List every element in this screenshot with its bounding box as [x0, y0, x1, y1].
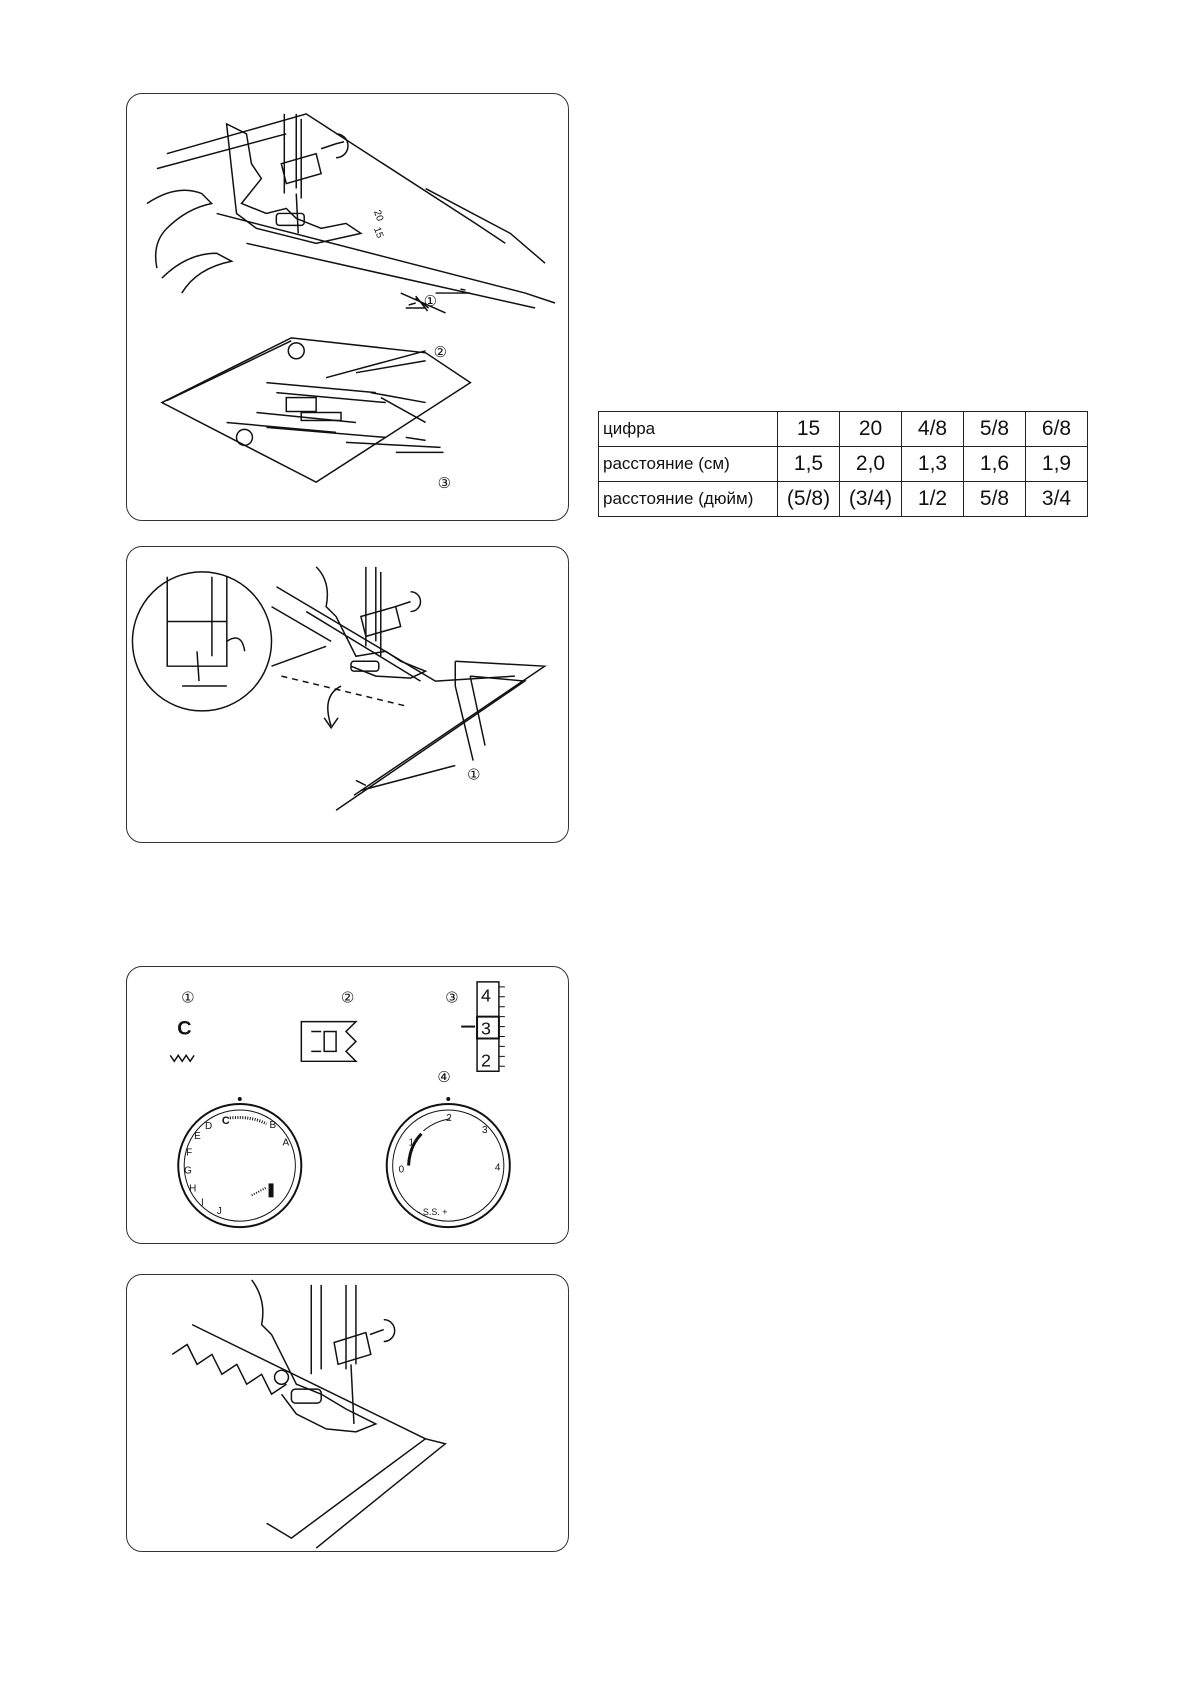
table-cell: 6/8: [1026, 412, 1088, 447]
dial-letter-f: F: [186, 1147, 193, 1159]
panel-corner-turn: [126, 546, 569, 843]
table-cell: 20: [840, 412, 902, 447]
table-row: [599, 482, 1088, 517]
zigzag-stitch-icon: [170, 1055, 194, 1061]
tension-value-2: 2: [481, 1050, 491, 1071]
panel-seam-guide: [126, 93, 569, 521]
callout-3: ③: [445, 988, 459, 1007]
tension-value-4: 4: [481, 985, 491, 1006]
table-cell: 1,6: [964, 447, 1026, 482]
callout-1: ①: [181, 988, 195, 1007]
pattern-letter: C: [177, 1017, 192, 1040]
dial-letter-b: B: [269, 1119, 277, 1131]
table-cell: 1,9: [1026, 447, 1088, 482]
table-row: [599, 412, 1088, 447]
table-cell: 5/8: [964, 482, 1026, 517]
table-cell: 5/8: [964, 412, 1026, 447]
callout-3: ③: [437, 474, 451, 493]
zigzag-sewing-illustration: [127, 1275, 568, 1551]
table-cell: 15: [778, 412, 840, 447]
dial-letter-e: E: [194, 1130, 201, 1142]
table-cell: (5/8): [778, 482, 840, 517]
dial-letter-c: C: [221, 1114, 230, 1127]
dial-number-1: 1: [408, 1137, 415, 1149]
table-cell: 1,5: [778, 447, 840, 482]
panel-zigzag-sewing: [126, 1274, 569, 1552]
callout-2: ②: [433, 342, 447, 361]
row-label: расстояние (см): [599, 447, 778, 482]
seam-guide-table: [598, 411, 1088, 517]
scale-marks: [371, 209, 385, 241]
row-label: расстояние (дюйм): [599, 482, 778, 517]
row-label: цифра: [599, 412, 778, 447]
pattern-dial: [178, 1097, 301, 1227]
dial-letter-a: A: [282, 1137, 290, 1149]
callout-2: ②: [341, 988, 355, 1007]
dial-letter-g: G: [184, 1165, 192, 1177]
tension-dial: [461, 982, 505, 1071]
seam-guide-illustration: [127, 94, 568, 520]
stitch-length-dial: [387, 1097, 510, 1227]
dial-number-4: 4: [494, 1162, 501, 1174]
dial-number-3: 3: [482, 1124, 488, 1136]
dial-number-0: 0: [398, 1164, 405, 1176]
dial-number-2: 2: [446, 1112, 452, 1124]
scale-mark-20: 20: [371, 208, 386, 223]
stitch-settings-illustration: [127, 967, 568, 1243]
presser-foot-icon: [301, 1022, 356, 1062]
scale-mark-15: 15: [371, 225, 386, 240]
dial-letter-i: I: [201, 1197, 204, 1209]
dial-letter-d: D: [205, 1120, 213, 1132]
table-cell: 1,3: [902, 447, 964, 482]
tension-value-3: 3: [481, 1018, 491, 1039]
callout-1: ①: [423, 292, 438, 311]
table-cell: 1/2: [902, 482, 964, 517]
table-cell: 3/4: [1026, 482, 1088, 517]
dial-letter-h: H: [189, 1183, 197, 1195]
table-cell: (3/4): [840, 482, 902, 517]
table-row: [599, 447, 1088, 482]
table-cell: 4/8: [902, 412, 964, 447]
table-cell: 2,0: [840, 447, 902, 482]
panel-stitch-settings: [126, 966, 569, 1244]
corner-turn-illustration: [127, 547, 568, 842]
dial-letter-j: J: [216, 1206, 222, 1218]
dial-ss-label: - S.S. +: [417, 1207, 448, 1218]
callout-1: ①: [467, 765, 481, 784]
callout-4: ④: [437, 1068, 451, 1087]
